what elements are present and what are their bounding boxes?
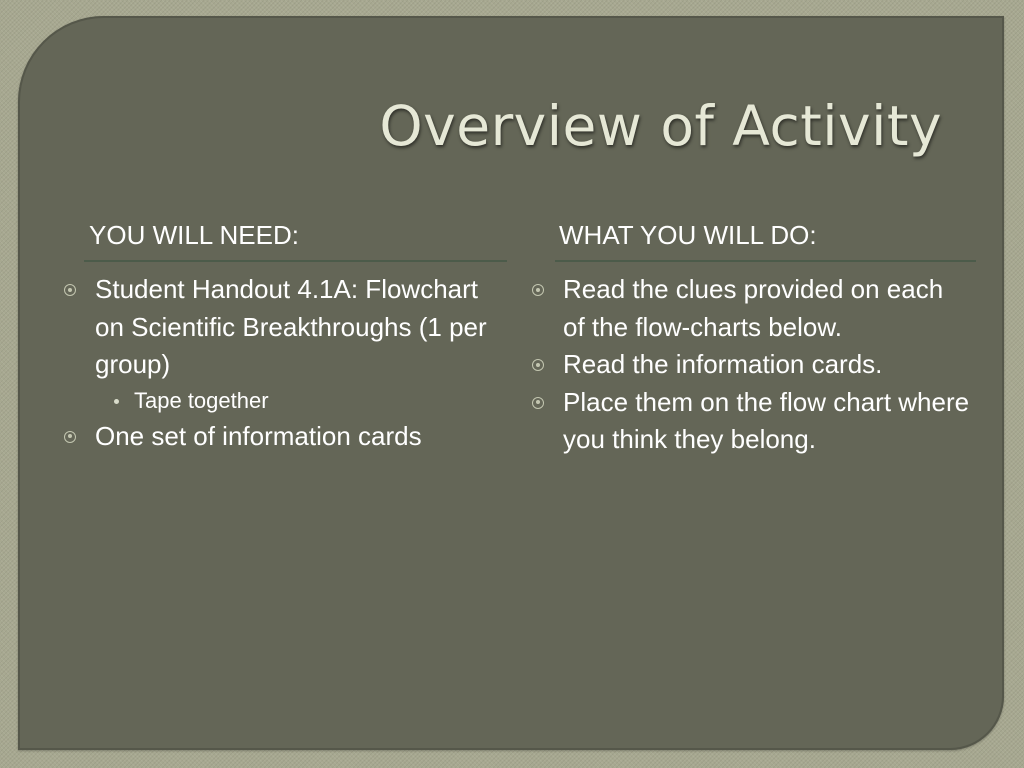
circled-dot-icon [532, 397, 544, 409]
circled-dot-icon [64, 284, 76, 296]
small-dot-icon [114, 399, 119, 404]
list-item [530, 271, 970, 346]
left-column-heading-label: YOU WILL NEED: [89, 220, 299, 250]
list-item-text: Read the information cards. [563, 349, 883, 379]
right-column-heading [555, 220, 976, 262]
circled-dot-icon [64, 431, 76, 443]
list-item-text: Read the clues provided on each of the flow-charts below. [563, 274, 944, 342]
list-item-text: One set of information cards [95, 420, 422, 451]
list-item-text: Place them on the flow chart where you think they belong. [563, 386, 970, 454]
circled-dot-icon [532, 359, 544, 371]
left-column-heading [84, 220, 507, 262]
list-item-text: Student Handout 4.1A: Flowchart on Scientific Breakthroughs (1 per group) [95, 274, 487, 379]
sub-list-item [62, 384, 502, 418]
list-item [530, 346, 970, 384]
right-column-heading-label: WHAT YOU WILL DO: [559, 220, 817, 250]
list-item [530, 384, 970, 459]
circled-dot-icon [532, 284, 544, 296]
left-column-list [62, 271, 502, 455]
slide-title: Overview of Activity [379, 94, 942, 158]
list-item [62, 271, 502, 384]
sub-list-item-text: Tape together [134, 387, 269, 413]
right-column-list [530, 271, 970, 459]
list-item [62, 418, 502, 456]
